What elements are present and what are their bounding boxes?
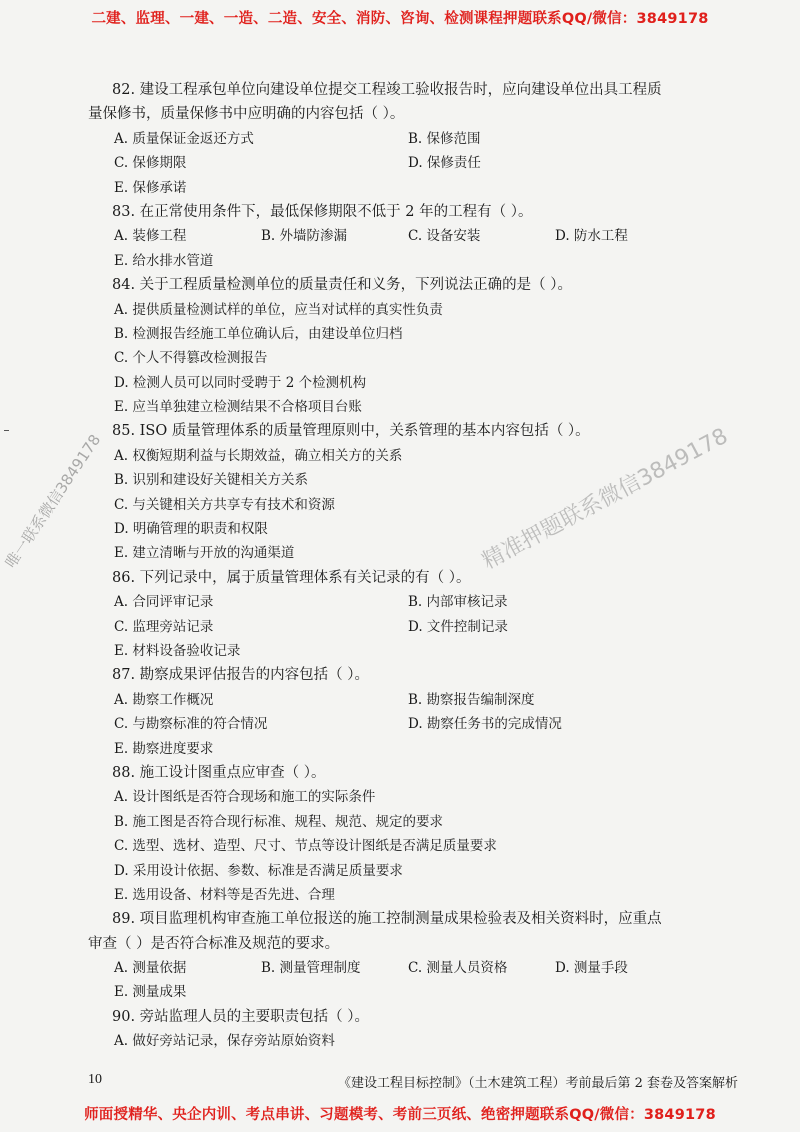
option-d: D. 明确管理的职责和权限 xyxy=(114,521,268,538)
question-82-stem: 82. 建设工程承包单位向建设单位提交工程竣工验收报告时，应向建设单位出具工程质 xyxy=(112,82,662,98)
option-c: C. 设备安装 xyxy=(408,228,481,245)
option-c: C. 与关键相关方共享专有技术和资源 xyxy=(114,496,335,513)
option-d: D. 检测人员可以同时受聘于 2 个检测机构 xyxy=(114,374,367,391)
option-e: E. 给水排水管道 xyxy=(114,252,214,269)
option-e: E. 建立清晰与开放的沟通渠道 xyxy=(114,545,295,562)
option-e: E. 应当单独建立检测结果不合格项目台账 xyxy=(114,399,362,416)
option-c: C. 监理旁站记录 xyxy=(114,618,214,635)
option-a: A. 权衡短期利益与长期效益，确立相关方的关系 xyxy=(114,447,403,464)
question-87-options-cd xyxy=(88,712,748,736)
option-a: A. 提供质量检测试样的单位，应当对试样的真实性负责 xyxy=(114,301,443,318)
bottom-banner: 师面授精华、央企内训、考点串讲、习题模考、考前三页纸、绝密押题联系QQ/微信：3849178 xyxy=(84,1107,716,1123)
question-86-options-cd xyxy=(88,615,748,639)
question-list xyxy=(88,78,748,1054)
top-banner: 二建、监理、一建、一造、二造、安全、消防、咨询、检测课程押题联系QQ/微信：3849178 xyxy=(91,11,709,27)
question-83-stem: 83. 在正常使用条件下，最低保修期限不低于 2 年的工程有（ ）。 xyxy=(112,203,533,220)
option-b: B. 测量管理制度 xyxy=(261,960,361,977)
page-footer xyxy=(88,1072,738,1091)
option-d: D. 测量手段 xyxy=(555,960,628,977)
option-d: D. 保修责任 xyxy=(408,155,481,172)
option-c: C. 保修期限 xyxy=(114,155,187,172)
option-d: D. 防水工程 xyxy=(555,228,628,245)
option-b: B. 保修范围 xyxy=(408,130,481,147)
option-b: B. 内部审核记录 xyxy=(408,594,508,611)
question-90-stem: 90. 旁站监理人员的主要职责包括（ ）。 xyxy=(112,1008,370,1025)
question-89-stem: 89. 项目监理机构审查施工单位报送的施工控制测量成果检验表及相关资料时，应重点 xyxy=(112,911,662,928)
option-c: C. 测量人员资格 xyxy=(408,960,508,977)
option-a: A. 合同评审记录 xyxy=(114,594,214,611)
book-title: 《建设工程目标控制》（土木建筑工程）考前最后第 2 套卷及答案解析 xyxy=(337,1076,738,1091)
option-a: A. 测量依据 xyxy=(114,960,187,977)
option-e: E. 选用设备、材料等是否先进、合理 xyxy=(114,886,335,903)
option-a: A. 质量保证金返还方式 xyxy=(114,130,254,147)
option-c: C. 与勘察标准的符合情况 xyxy=(114,716,268,733)
option-a: A. 做好旁站记录，保存旁站原始资料 xyxy=(114,1033,335,1050)
option-d: D. 勘察任务书的完成情况 xyxy=(408,716,562,733)
question-85-stem: 85. ISO 质量管理体系的质量管理原则中，关系管理的基本内容包括（ ）。 xyxy=(112,423,590,440)
page-number: 10 xyxy=(88,1072,102,1087)
question-86-options-ab xyxy=(88,590,748,614)
option-b: B. 检测报告经施工单位确认后，由建设单位归档 xyxy=(114,325,403,342)
question-83-options xyxy=(88,224,748,248)
question-87-stem: 87. 勘察成果评估报告的内容包括（ ）。 xyxy=(112,667,370,684)
option-e: E. 保修承诺 xyxy=(114,179,187,196)
option-a: A. 装修工程 xyxy=(114,228,187,245)
question-82-options-cd xyxy=(88,151,748,175)
option-a: A. 勘察工作概况 xyxy=(114,691,214,708)
question-89-options xyxy=(88,956,748,980)
watermark-left: 唯一联系微信3849178 xyxy=(1,431,105,572)
margin-mark xyxy=(4,430,9,431)
option-b: B. 外墙防渗漏 xyxy=(261,228,348,245)
question-89-stem-cont: 审查（ ）是否符合标准及规范的要求。 xyxy=(88,935,340,952)
question-87-options-ab xyxy=(88,688,748,712)
question-86-stem: 86. 下列记录中，属于质量管理体系有关记录的有（ ）。 xyxy=(112,569,471,586)
question-84-stem: 84. 关于工程质量检测单位的质量责任和义务，下列说法正确的是（ ）。 xyxy=(112,277,573,294)
question-82-stem-cont: 量保修书，质量保修书中应明确的内容包括（ ）。 xyxy=(88,106,405,123)
option-b: B. 识别和建设好关键相关方关系 xyxy=(114,472,309,489)
option-b: B. 勘察报告编制深度 xyxy=(408,691,535,708)
option-d: D. 采用设计依据、参数、标准是否满足质量要求 xyxy=(114,862,403,879)
option-e: E. 勘察进度要求 xyxy=(114,740,214,757)
option-c: C. 个人不得篡改检测报告 xyxy=(114,350,268,367)
option-a: A. 设计图纸是否符合现场和施工的实际条件 xyxy=(114,789,376,806)
option-e: E. 材料设备验收记录 xyxy=(114,642,241,659)
option-e: E. 测量成果 xyxy=(114,984,187,1001)
watermark-right: 精准押题联系微信3849178 xyxy=(478,423,732,575)
question-82-options-ab xyxy=(88,127,748,151)
question-88-stem: 88. 施工设计图重点应审查（ ）。 xyxy=(112,764,326,781)
option-c: C. 选型、选材、造型、尺寸、节点等设计图纸是否满足质量要求 xyxy=(114,838,497,855)
option-d: D. 文件控制记录 xyxy=(408,618,508,635)
option-b: B. 施工图是否符合现行标准、规程、规范、规定的要求 xyxy=(114,813,444,830)
